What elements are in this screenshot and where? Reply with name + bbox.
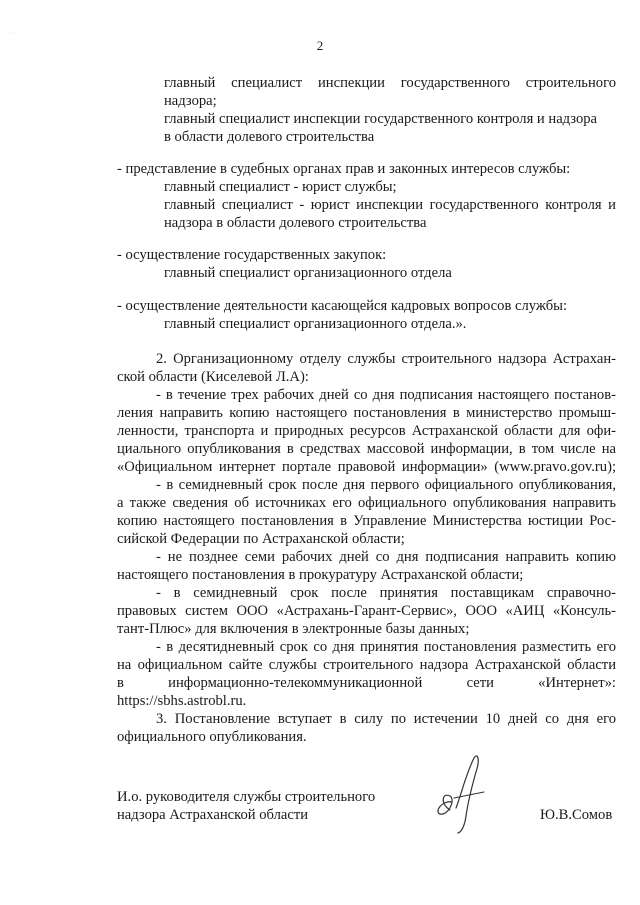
body-line: - в десятидневный срок со дня принятия постановления разместить его — [156, 639, 616, 655]
body-line: сийской Федерации по Астраханской области; — [117, 531, 405, 547]
body-line: правовых систем ООО «Астрахань-Гарант-Сервис», ООО «АИЦ «Консуль- — [117, 603, 616, 619]
body-line: на официальном сайте службы строительного надзора Астраханской области — [117, 657, 616, 673]
body-line: в информационно-телекоммуникационной сети «Интернет»: — [117, 675, 616, 691]
list-line: надзора в области долевого строительства — [164, 215, 427, 231]
list-line: в области долевого строительства — [164, 129, 375, 145]
body-line: настоящего постановления в прокуратуру Астраханской области; — [117, 567, 524, 583]
signatory-name: Ю.В.Сомов — [540, 807, 613, 823]
body-line: ской области (Киселевой Л.А): — [117, 369, 309, 385]
list-line: надзора; — [164, 93, 217, 109]
body-line: - не позднее семи рабочих дней со дня подписания направить копию — [156, 549, 616, 565]
body-line: - в семидневный срок после принятия поставщикам справочно- — [156, 585, 616, 601]
list-line: главный специалист инспекции государственного контроля и надзора — [164, 111, 598, 127]
list-line: главный специалист - юрист службы; — [164, 179, 397, 195]
list-line: главный специалист - юрист инспекции государственного контроля и — [164, 197, 616, 213]
body-line: - в семидневный срок после дня первого официального опубликования, — [156, 477, 616, 493]
body-line: официального опубликования. — [117, 729, 307, 745]
list-line: главный специалист организационного отдела.». — [164, 316, 467, 332]
body-line: ленности, транспорта и природных ресурсов Астраханской области для офи- — [117, 423, 616, 439]
list-line: главный специалист организационного отдела — [164, 265, 452, 281]
body-line: циального опубликования в средствах массовой информации, в том числе на — [117, 441, 616, 457]
scan-mark: · · — [10, 31, 16, 37]
signatory-position: И.о. руководителя службы строительного — [117, 789, 376, 805]
list-heading: - представление в судебных органах прав и законных интересов службы: — [117, 161, 571, 177]
body-line: 3. Постановление вступает в силу по истечении 10 дней со дня его — [156, 711, 616, 727]
body-line: 2. Организационному отделу службы строительного надзора Астрахан- — [156, 351, 616, 367]
handwritten-signature — [432, 752, 490, 834]
list-heading: - осуществление деятельности касающейся кадровых вопросов службы: — [117, 298, 568, 314]
body-line: https://sbhs.astrobl.ru. — [117, 693, 247, 709]
body-line: копию настоящего постановления в Управление Министерства юстиции Рос- — [117, 513, 616, 529]
body-line: - в течение трех рабочих дней со дня подписания настоящего постанов- — [156, 387, 616, 403]
body-line: «Официальном интернет портале правовой информации» (www.pravo.gov.ru); — [117, 459, 616, 475]
body-line: ления направить копию настоящего постановления в министерство промыш- — [117, 405, 616, 421]
signatory-position: надзора Астраханской области — [117, 807, 309, 823]
body-line: тант-Плюс» для включения в электронные базы данных; — [117, 621, 470, 637]
page-number: 2 — [316, 38, 324, 53]
list-line: главный специалист инспекции государственного строительного — [164, 75, 616, 91]
body-line: а также сведения об источниках его официального опубликования направить — [117, 495, 616, 511]
list-heading: - осуществление государственных закупок: — [117, 247, 387, 263]
